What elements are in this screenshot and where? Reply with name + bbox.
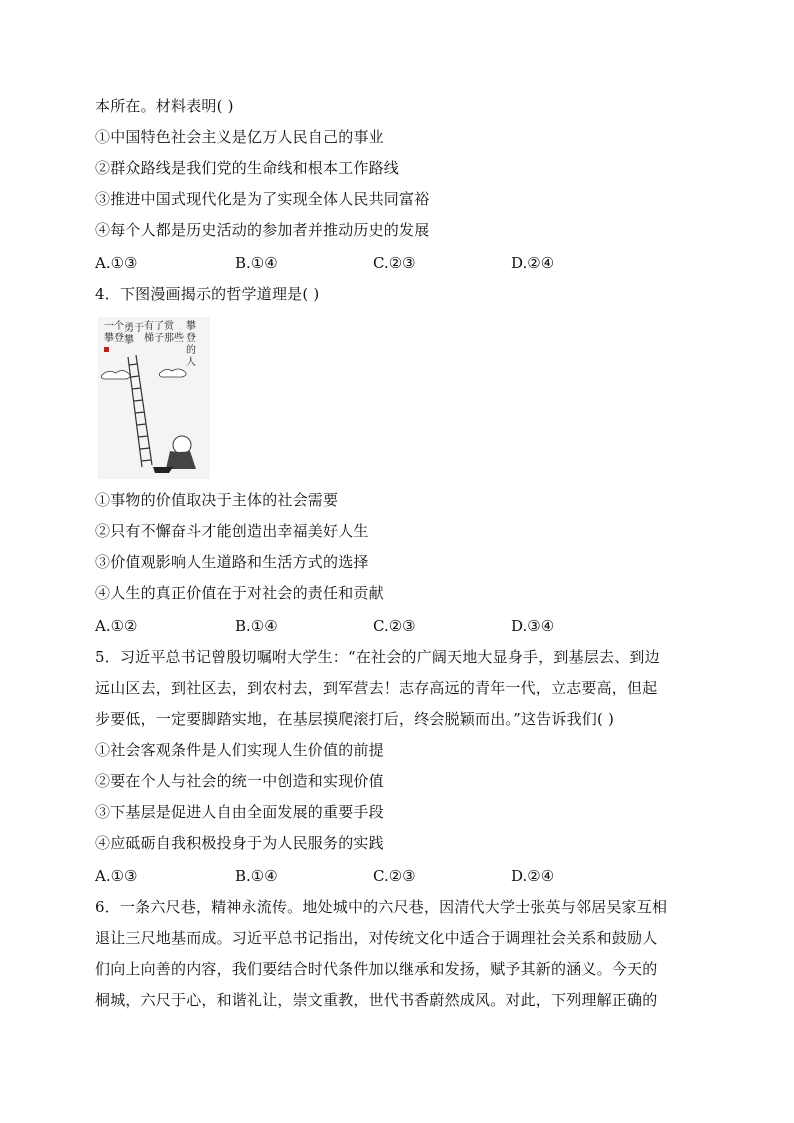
q6-stem-line-4: 桐城，六尺于心，和谐礼让，崇文重教，世代书香蔚然成风。对此，下列理解正确的 [95,991,658,1009]
q5-statement-4: ④应砥砺自我积极投身于为人民服务的实践 [95,834,384,852]
cartoon-image [98,317,210,479]
caption-9: 登 [186,333,196,344]
caption-0: 攀登 [104,333,124,344]
caption-8: 攀 [186,321,196,332]
option-c: C.②③ [373,254,416,272]
option-c: C.②③ [373,867,416,885]
statement-1: ①中国特色社会主义是亿万人民自己的事业 [95,128,384,146]
caption-11: 人 [186,357,196,368]
option-a: A.①③ [95,867,138,885]
q4-statement-1: ①事物的价值取决于主体的社会需要 [95,491,339,509]
option-b: B.①④ [235,867,278,885]
q3-options [95,253,715,273]
caption-4: 勇于 [124,323,144,334]
caption-2: 有了 [144,321,164,332]
cloud-right [159,369,186,377]
option-d: D.②④ [511,867,555,885]
statement-3: ③推进中国式现代化是为了实现全体人民共同富裕 [95,190,430,208]
q5-statement-3: ③下基层是促进人自由全面发展的重要手段 [95,803,384,821]
q4-statement-2: ②只有不懈奋斗才能创造出幸福美好人生 [95,522,369,540]
caption-7: 那些 [164,333,184,344]
caption-3: 梯子 [144,333,164,344]
option-b: B.①④ [235,254,278,272]
caption-5: 攀 [124,335,134,346]
option-b: B.①④ [235,617,278,635]
option-c: C.②③ [373,617,416,635]
q4-options [95,616,715,636]
q6-stem-line-2: 退让三尺地基而成。习近平总书记指出，对传统文化中适合于调理社会关系和鼓励人 [95,929,658,947]
q5-stem-line-1: 5．习近平总书记曾殷切嘱咐大学生：“在社会的广阔天地大显身手，到基层去、到边 [95,648,660,666]
q5-options [95,866,715,886]
q5-stem-line-3: 步要低，一定要脚踏实地，在基层摸爬滚打后，终会脱颖而出。”这告诉我们( ) [95,710,615,728]
caption-1: 一个 [104,321,124,332]
option-a: A.①③ [95,254,138,272]
option-d: D.②④ [511,254,555,272]
q6-stem-line-3: 们向上向善的内容，我们要结合时代条件加以继承和发扬，赋予其新的涵义。今天的 [95,960,658,978]
q4-statement-3: ③价值观影响人生道路和生活方式的选择 [95,553,369,571]
q4-statement-4: ④人生的真正价值在于对社会的责任和贡献 [95,584,384,602]
text-line: 本所在。材料表明( ) [95,97,234,115]
statement-4: ④每个人都是历史活动的参加者并推动历史的发展 [95,221,430,239]
caption-6: 赏 [164,321,174,332]
q5-statement-1: ①社会客观条件是人们实现人生价值的前提 [95,741,384,759]
statement-2: ②群众路线是我们党的生命线和根本工作路线 [95,159,400,177]
q4-stem: 4．下图漫画揭示的哲学道理是( ) [95,285,320,303]
q5-statement-2: ②要在个人与社会的统一中创造和实现价值 [95,772,384,790]
caption-10: 的 [186,345,196,356]
q5-stem-line-2: 远山区去，到社区去，到农村去，到军营去！志存高远的青年一代，立志要高，但起 [95,679,658,697]
seal-stamp [104,347,109,352]
cartoon-drawing [98,317,210,479]
option-a: A.①② [95,617,138,635]
q6-stem-line-1: 6．一条六尺巷，精神永流传。地处城中的六尺巷，因清代大学士张英与邻居吴家互相 [95,898,668,916]
option-d: D.③④ [511,617,555,635]
